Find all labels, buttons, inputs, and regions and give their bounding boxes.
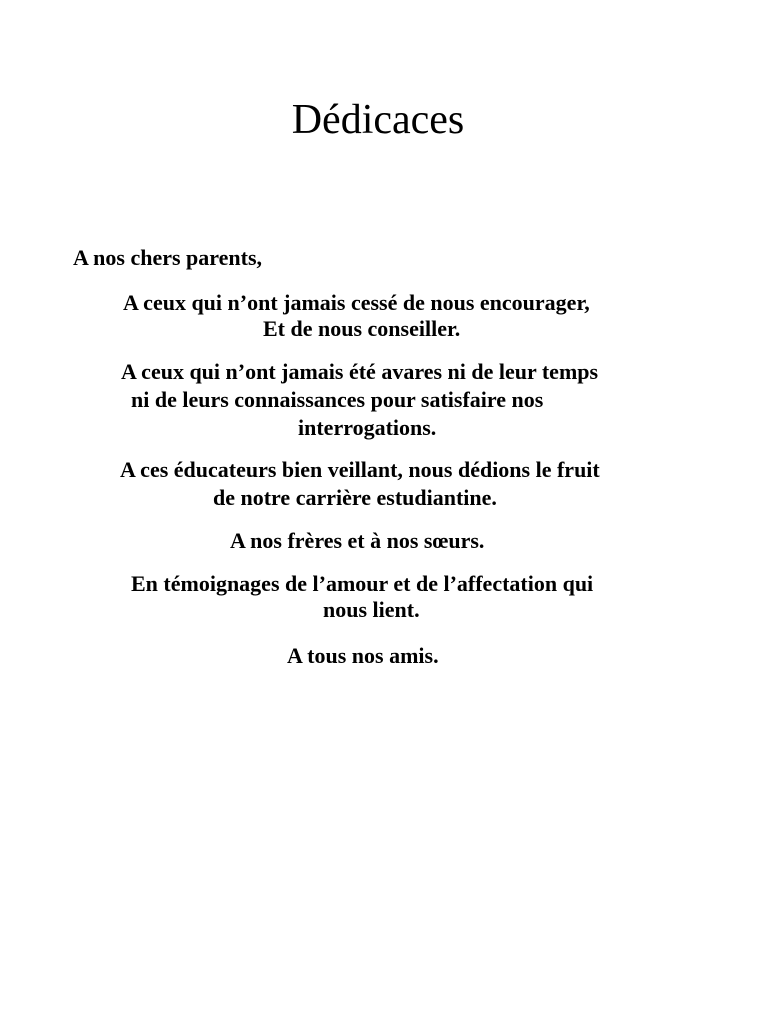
- dedication-line: A ceux qui n’ont jamais été avares ni de leur temps: [121, 359, 599, 384]
- dedication-line: En témoignages de l’amour et de l’affectation qui: [131, 571, 594, 596]
- dedication-line: ni de leurs connaissances pour satisfaire nos: [131, 387, 544, 412]
- dedication-line: de notre carrière estudiantine.: [213, 485, 497, 510]
- page-title: Dédicaces: [291, 97, 465, 143]
- dedication-line: A ceux qui n’ont jamais cessé de nous encourager,: [123, 290, 590, 315]
- dedication-line: interrogations.: [298, 415, 437, 440]
- greeting-line: A nos chers parents,: [73, 245, 263, 270]
- dedication-line: A nos frères et à nos sœurs.: [230, 528, 485, 553]
- dedication-line: nous lient.: [323, 597, 420, 622]
- dedication-line: A ces éducateurs bien veillant, nous dédions le fruit: [120, 457, 600, 482]
- dedication-line: A tous nos amis.: [287, 643, 439, 668]
- dedication-line: Et de nous conseiller.: [263, 316, 461, 341]
